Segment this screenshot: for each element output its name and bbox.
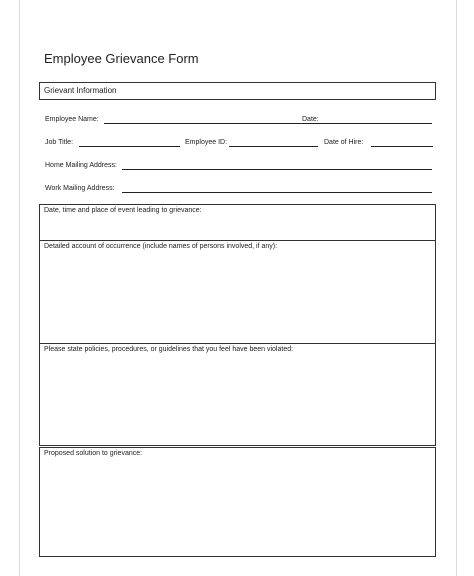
home-mailing-address-label: Home Mailing Address:	[45, 162, 117, 169]
employee-id-field[interactable]	[229, 146, 318, 147]
detailed-account-box[interactable]	[39, 240, 436, 344]
work-mailing-address-label: Work Mailing Address:	[45, 185, 115, 192]
form-title: Employee Grievance Form	[44, 51, 199, 66]
grievant-information-header	[39, 82, 436, 100]
proposed-solution-label: Proposed solution to grievance:	[44, 450, 143, 457]
event-datetime-box[interactable]	[39, 204, 436, 242]
date-field[interactable]	[323, 123, 432, 124]
date-label: Date:	[302, 116, 319, 123]
date-of-hire-label: Date of Hire:	[324, 139, 364, 146]
proposed-solution-box[interactable]	[39, 447, 436, 557]
job-title-label: Job Title:	[45, 139, 74, 146]
job-title-field[interactable]	[79, 146, 180, 147]
employee-name-field[interactable]	[104, 123, 342, 124]
employee-name-label: Employee Name:	[45, 116, 99, 123]
work-mailing-address-field[interactable]	[122, 192, 432, 193]
date-of-hire-field[interactable]	[371, 146, 433, 147]
policies-violated-box[interactable]	[39, 343, 436, 446]
home-address-row	[45, 159, 436, 171]
employee-name-row	[45, 113, 436, 125]
employee-id-label: Employee ID:	[185, 139, 228, 146]
work-address-row	[45, 182, 436, 194]
grievant-information-label: Grievant Information	[44, 86, 117, 95]
job-info-row	[45, 136, 436, 148]
detailed-account-label: Detailed account of occurrence (include names of persons involved, if any):	[44, 243, 278, 250]
policies-violated-label: Please state policies, procedures, or guidelines that you feel have been violated:	[44, 346, 294, 353]
home-mailing-address-field[interactable]	[122, 169, 432, 170]
event-datetime-label: Date, time and place of event leading to grievance:	[44, 207, 202, 214]
